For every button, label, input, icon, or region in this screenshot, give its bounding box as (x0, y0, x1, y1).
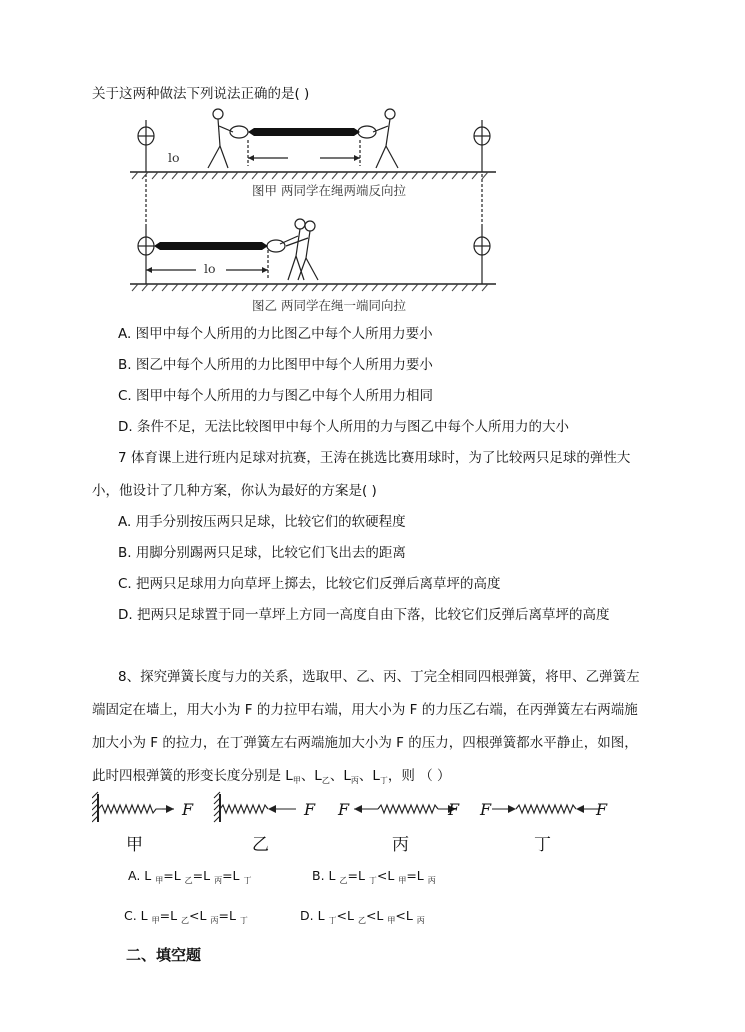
spring-label-yi: 乙 (252, 835, 269, 855)
force-label-jia: F (182, 800, 194, 819)
q6-intro: 关于这两种做法下列说法正确的是( ) (92, 86, 310, 102)
q7-option-c: C. 把两只足球用力向草坪上掷去，比较它们反弹后离草坪的高度 (118, 576, 501, 592)
q8-option-a: A. L $_甲$=L $_乙$=L $_丙$=L $_丁$ (128, 868, 252, 885)
force-label-bing-left: F (338, 800, 350, 819)
spring-label-ding: 丁 (534, 835, 551, 855)
spring-label-jia: 甲 (126, 835, 143, 855)
figure-jia-caption: 图甲 两同学在绳两端反向拉 (252, 183, 406, 198)
figure-yi-caption: 图乙 两同学在绳一端同向拉 (252, 298, 406, 313)
springs-figure (92, 790, 622, 824)
force-label-bing-right: F (448, 800, 460, 819)
q8-option-b: B. L $_乙$=L $_丁$<L $_甲$=L $_丙$ (312, 868, 436, 885)
force-label-ding-right: F (596, 800, 608, 819)
spring-label-bing: 丙 (392, 835, 409, 855)
q6-option-d: D. 条件不足，无法比较图甲中每个人所用的力与图乙中每个人所用力的大小 (118, 419, 569, 435)
section-title: 二、填空题 (126, 946, 202, 964)
q7-line1: 7 体育课上进行班内足球对抗赛，王涛在挑选比赛用球时，为了比较两只足球的弹性大 (118, 450, 631, 466)
q8-option-c: C. L $_甲$=L $_乙$<L $_丙$=L $_丁$ (124, 908, 248, 925)
force-label-ding-left: F (480, 800, 492, 819)
q7-option-a: A. 用手分别按压两只足球，比较它们的软硬程度 (118, 514, 406, 530)
q6-option-a: A. 图甲中每个人所用的力比图乙中每个人所用力要小 (118, 326, 433, 342)
q7-option-d: D. 把两只足球置于同一草坪上方同一高度自由下落，比较它们反弹后离草坪的高度 (118, 607, 610, 623)
figure-yi-length: lo (204, 261, 216, 276)
q8-line2: 端固定在墙上，用大小为 F 的力拉甲右端，用大小为 F 的力压乙右端，在丙弹簧左右两端施 (92, 702, 638, 718)
figure-yi (128, 204, 498, 300)
q8-line1: 8、探究弹簧长度与力的关系，选取甲、乙、丙、丁完全相同四根弹簧，将甲、乙弹簧左 (118, 669, 640, 685)
force-label-yi: F (304, 800, 316, 819)
figure-jia-length: lo (168, 150, 180, 165)
q8-line3: 加大小为 F 的拉力，在丁弹簧左右两端施加大小为 F 的压力，四根弹簧都水平静止，如图， (92, 735, 638, 751)
q8-line4: 此时四根弹簧的形变长度分别是 $L_甲$、$L_乙$、$L_丙$、$L_丁$，则 （ ） (92, 768, 451, 785)
q7-option-b: B. 用脚分别踢两只足球，比较它们飞出去的距离 (118, 545, 406, 561)
q8-option-d: D. L $_丁$<L $_乙$<L $_甲$<L $_丙$ (300, 908, 425, 925)
q6-option-b: B. 图乙中每个人所用的力比图甲中每个人所用力要小 (118, 357, 433, 373)
q7-line2: 小，他设计了几种方案，你认为最好的方案是( ) (92, 483, 377, 499)
q6-option-c: C. 图甲中每个人所用的力与图乙中每个人所用力相同 (118, 388, 434, 404)
